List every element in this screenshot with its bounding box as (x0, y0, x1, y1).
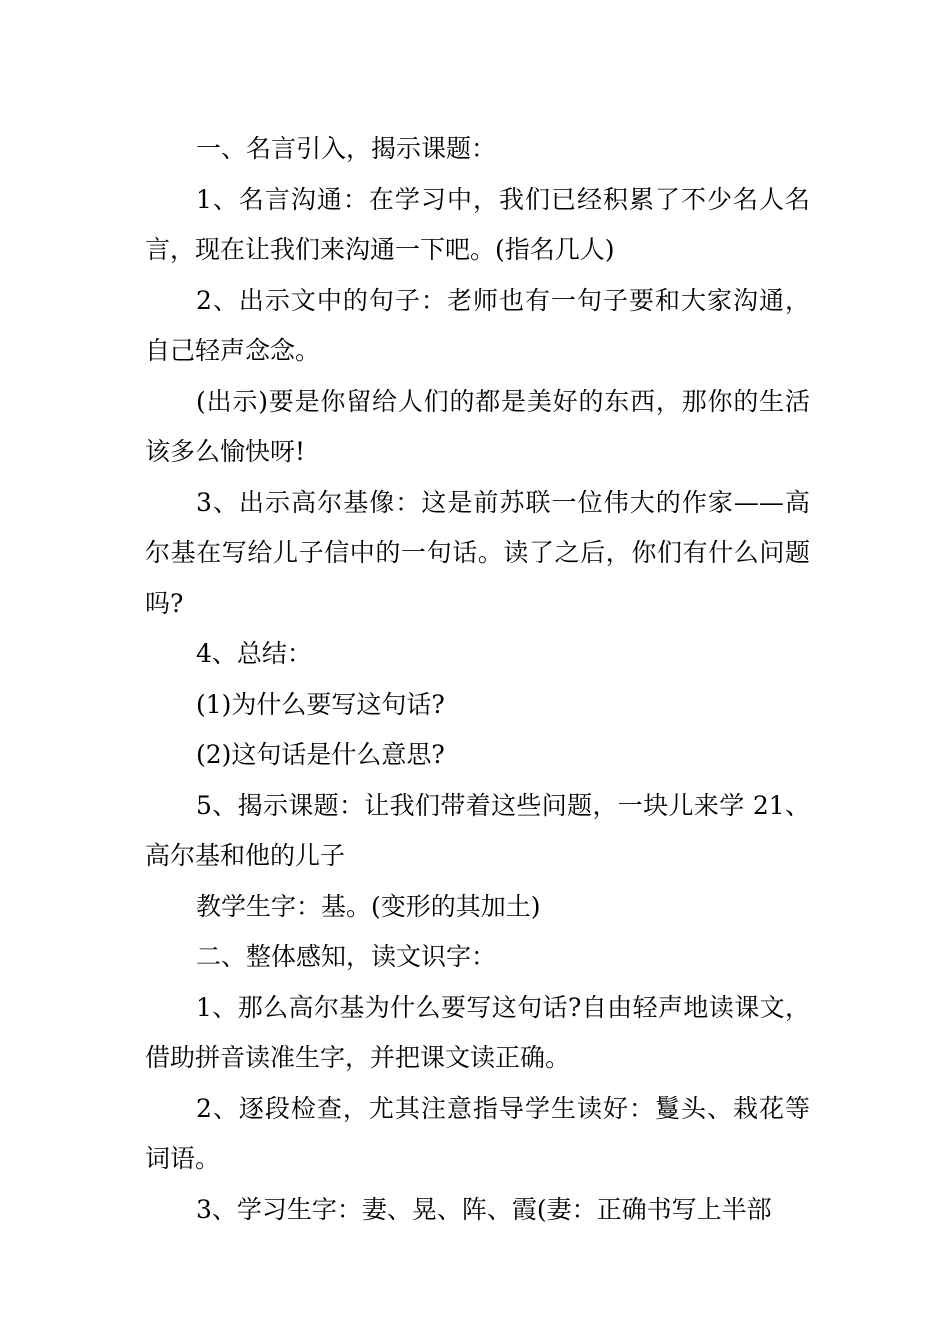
paragraph-8: 5、揭示课题：让我们带着这些问题，一块儿来学 21、高尔基和他的儿子 (145, 790, 810, 870)
paragraph-1: 1、名言沟通：在学习中，我们已经积累了不少名人名言，现在让我们来沟通一下吧。(指名几人) (145, 184, 810, 264)
paragraph-11: 2、逐段检查，尤其注意指导学生读好：鬘头、栽花等词语。 (145, 1093, 810, 1173)
paragraph-4: 3、出示高尔基像：这是前苏联一位伟大的作家——高尔基在写给儿子信中的一句话。读了之后，你们有什么问题吗? (145, 487, 810, 618)
paragraph-2: 2、出示文中的句子：老师也有一句子要和大家沟通，自己轻声念念。 (145, 285, 810, 365)
paragraph-6: (1)为什么要写这句话? (196, 689, 445, 719)
paragraph-5: 4、总结： (196, 639, 312, 668)
section-heading-2: 二、整体感知，读文识字： (196, 942, 497, 971)
paragraph-10: 1、那么高尔基为什么要写这句话?自由轻声地读课文，借助拼音读准生字，并把课文读正确。 (145, 992, 810, 1072)
document-body (145, 124, 810, 1235)
paragraph-7: (2)这句话是什么意思? (196, 740, 445, 769)
paragraph-3: (出示)要是你留给人们的都是美好的东西，那你的生活该多么愉快呀! (145, 386, 810, 466)
paragraph-12: 3、学习生字：妻、晃、阵、霞(妻：正确书写上半部 (196, 1194, 772, 1224)
section-heading-1: 一、名言引入，揭示课题： (196, 134, 497, 163)
paragraph-9: 教学生字：基。(变形的其加土) (196, 891, 541, 921)
